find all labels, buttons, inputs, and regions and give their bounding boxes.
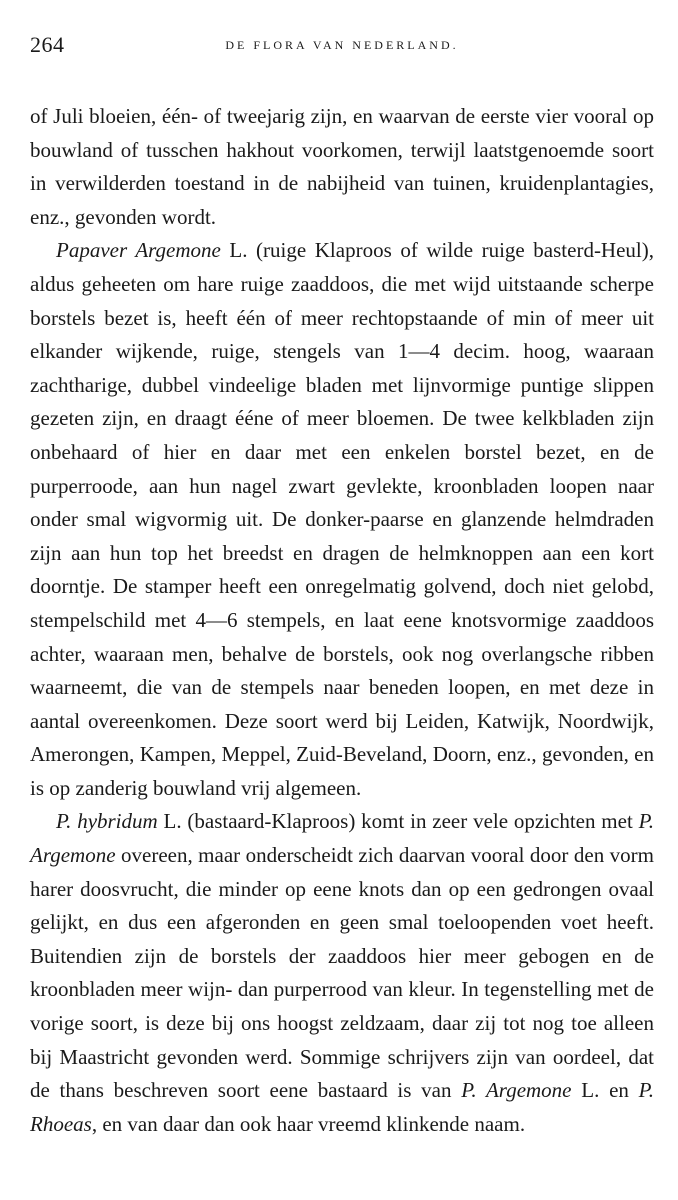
paragraph-text: overeen, maar onderscheidt zich daarvan vooral door den vorm harer doosvrucht, die minder op eene knots dan op een gedrongen ovaal gelijkt, en dus een afgeronden en geen smal toeloopenden voet heeft. Buitendien zijn de borstels der zaaddoos hier meer gebogen en de kroonbladen meer wijn- dan purperrood van kleur. In tegenstelling met de vorige soort, is deze bij ons hoogst zeldzaam, daar zij tot nog toe alleen bij Maastricht gevonden werd. Sommige schrijvers zijn van oordeel, dat de thans beschreven soort eene bastaard is van	[30, 843, 654, 1103]
paragraph-text: L. (bastaard-Klaproos) komt in zeer vele opzichten met	[157, 809, 639, 834]
running-title: DE FLORA VAN NEDERLAND.	[225, 38, 459, 52]
paragraph-1	[30, 100, 654, 234]
paragraph-text: of Juli bloeien, één- of tweejarig zijn, en waarvan de eerste vier vooral op bouwland of tusschen hakhout voorkomen, terwijl laatstgenoemde soort in verwilderden toestand in de nabijheid van tuinen, kruidenplantagies, enz., gevonden wordt.	[30, 104, 654, 229]
paragraph-text: L. (ruige Klaproos of wilde ruige basterd-Heul), aldus geheeten om hare ruige zaaddoos, die met wijd uitstaande scherpe borstels bezet is, heeft één of meer rechtopstaande of min of meer uit elkander wijkende, ruige, stengels van 1—4 decim. hoog, waaraan zachtharige, dubbel vindeelige bladen met lijnvormige puntige slippen gezeten zijn, en draagt ééne of meer bloemen. De twee kelkbladen zijn onbehaard of hier en daar met een enkelen borstel bezet, en de purperroode, aan hun nagel zwart gevlekte, kroonbladen loopen naar onder smal wigvormig uit. De donker-paarse en glanzende helmdraden zijn aan hun top het breedst en dragen de helmknoppen aan een kort doorntje. De stamper heeft een onregelmatig golvend, doch niet gelobd, stempelschild met 4—6 stempels, en laat eene knotsvormige zaaddoos achter, waaraan men, behalve de borstels, ook nog overlangsche ribben waarneemt, die van de stempels naar beneden loopen, en met deze in aantal overeenkomen. Deze soort werd bij Leiden, Katwijk, Noordwijk, Amerongen, Kampen, Meppel, Zuid-Beveland, Doorn, enz., gevonden, en is op zanderig bouwland vrij algemeen.	[30, 238, 654, 800]
species-name: P. hybridum	[56, 809, 158, 834]
species-name: P. Argemone	[30, 809, 654, 868]
paragraph-text: L. en	[571, 1078, 639, 1103]
species-name: P. Rhoeas	[30, 1078, 654, 1136]
text-body	[30, 100, 654, 1141]
running-head	[30, 28, 654, 62]
paragraph-2	[30, 234, 654, 805]
paragraph-text: , en van daar dan ook haar vreemd klinkende naam.	[91, 1111, 526, 1136]
species-name: Papaver Argemone	[56, 238, 221, 263]
paragraph-3	[30, 805, 654, 1141]
page-number: 264	[30, 32, 65, 57]
species-name: P. Argemone	[461, 1078, 572, 1103]
